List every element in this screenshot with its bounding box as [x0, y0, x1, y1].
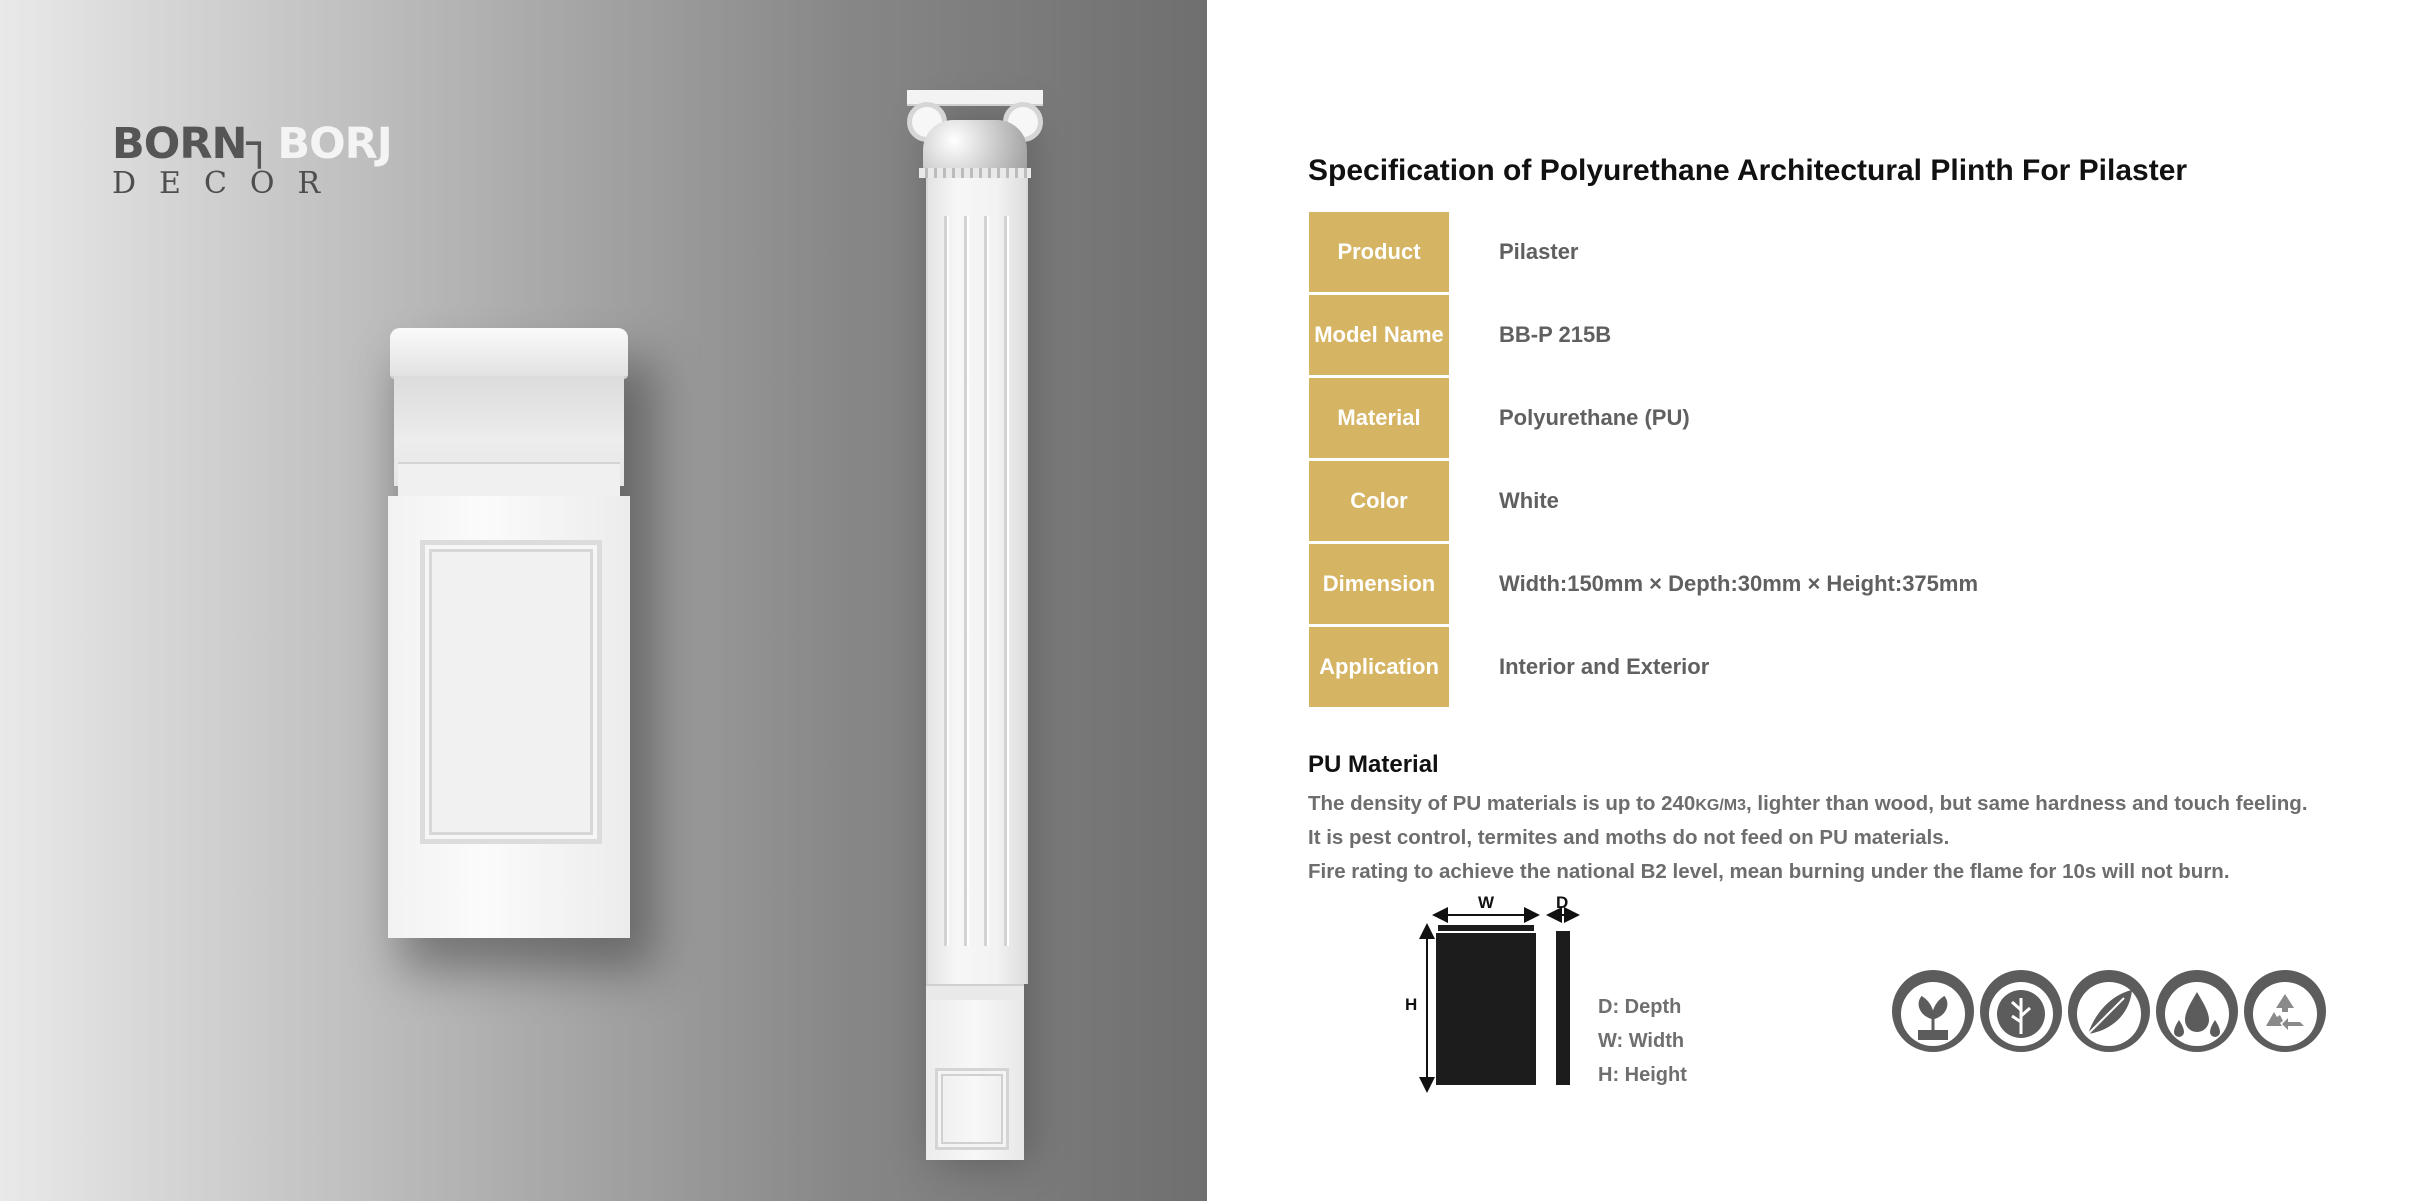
product-photo: [0, 0, 1207, 1201]
legend-depth: D: Depth: [1598, 996, 1682, 1018]
spec-key: Model Name: [1309, 294, 1449, 377]
brand-logo-text-a: BORN: [112, 119, 247, 169]
biodegradable-icon: [2242, 968, 2328, 1054]
pu-line-density: The density of PU materials is up to 240KG/M3, lighter than wood, but same hardness and touch feeling.: [1308, 792, 2308, 815]
legend-width: W: Width: [1598, 1030, 1685, 1052]
formaldehyde-free-icon: [1890, 968, 1976, 1054]
spec-value: Width:150mm × Depth:30mm × Height:375mm: [1449, 543, 2109, 626]
spec-row: [1309, 626, 2109, 709]
height-label: H: [1405, 995, 1418, 1014]
cfc-free-icon: [1978, 968, 2064, 1054]
hypoallergenic-icon: [2066, 968, 2152, 1054]
legend-height: H: Height: [1598, 1064, 1687, 1086]
spec-row: [1309, 543, 2109, 626]
moisture-resistant-icon: [2154, 968, 2240, 1054]
spec-key: Product: [1309, 212, 1449, 294]
brand-logo: BORN┐ BORJ DECOR: [112, 119, 392, 201]
spec-row: [1309, 212, 2109, 294]
pu-line-pest: It is pest control, termites and moths do not feed on PU materials.: [1308, 826, 1950, 849]
spec-value: White: [1449, 460, 2109, 543]
spec-value: Polyurethane (PU): [1449, 377, 2109, 460]
brand-logo-subtext: DECOR: [112, 166, 344, 201]
pu-material-heading: PU Material: [1308, 751, 1439, 778]
spec-key: Material: [1309, 377, 1449, 460]
spec-key: Color: [1309, 460, 1449, 543]
page-title: Specification of Polyurethane Architectural Plinth For Pilaster: [1308, 154, 2188, 187]
brand-logo-text-b: BORJ: [277, 119, 392, 169]
spec-row: [1309, 294, 2109, 377]
spec-value: BB-P 215B: [1449, 294, 2109, 377]
spec-row: [1309, 460, 2109, 543]
pu-line-fire: Fire rating to achieve the national B2 level, mean burning under the flame for 10s will not burn.: [1308, 860, 2230, 883]
width-label: W: [1478, 893, 1495, 912]
depth-label: D: [1556, 893, 1569, 912]
spec-table: [1309, 212, 2109, 710]
spec-key: Application: [1309, 626, 1449, 709]
plinth-image: [388, 328, 630, 938]
spec-value: Pilaster: [1449, 212, 2109, 294]
spec-value: Interior and Exterior: [1449, 626, 2109, 709]
eco-icons: [1890, 968, 2330, 1058]
spec-key: Dimension: [1309, 543, 1449, 626]
pilaster-image: [905, 90, 1045, 1135]
spec-row: [1309, 377, 2109, 460]
